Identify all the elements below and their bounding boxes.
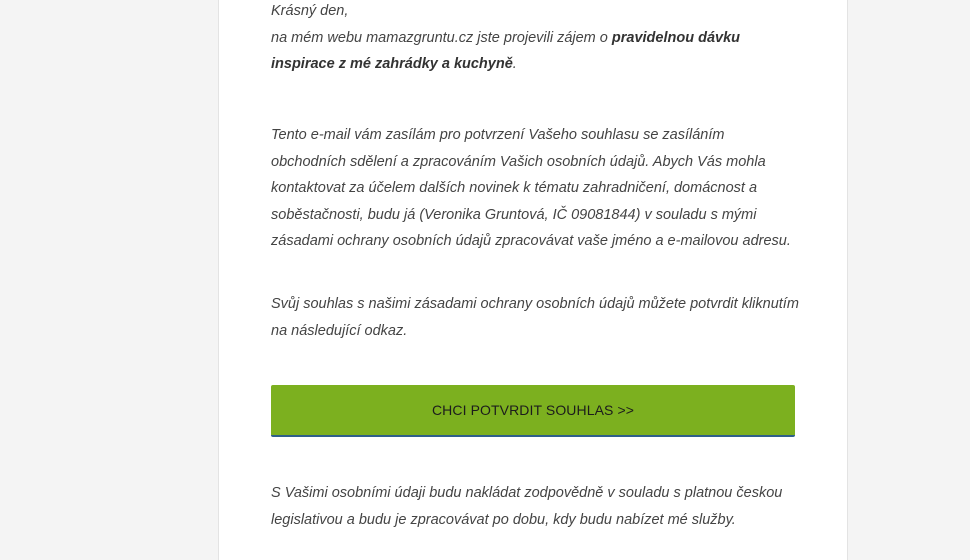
consent-paragraph: Tento e-mail vám zasílám pro potvrzení Vašeho souhlasu se zasíláním obchodních sdělení a zpracováním Vašich osobních údajů. Abych Vás mohla kontaktovat za účelem dalších novinek k tématu zahradničení, domácnost a soběstačnosti, budu já (Veronika Gruntová, IČ 09081844) v souladu s mými zásadami ochrany osobních údajů zpracovávat vaše jméno a e-mailovou adresu. bbox=[271, 127, 791, 249]
email-card bbox=[218, 0, 848, 560]
intro-bold-text: pravidelnou dávku inspirace z mé zahrádky a kuchyně bbox=[271, 29, 741, 72]
greeting-text: Krásný den, bbox=[271, 3, 349, 19]
intro-end: . bbox=[512, 56, 517, 72]
intro-paragraph bbox=[271, 25, 801, 78]
confirm-consent-button[interactable] bbox=[271, 385, 795, 437]
confirm-consent-button-label: CHCI POTVRDIT SOUHLAS >> bbox=[431, 402, 635, 418]
confirm-paragraph: Svůj souhlas s našimi zásadami ochrany osobních údajů můžete potvrdit kliknutím na následující odkaz. bbox=[271, 296, 799, 339]
closing-paragraph: S Vašimi osobními údaji budu nakládat zodpovědně v souladu s platnou českou legislativou a budu je zpracovávat po dobu, kdy budu nabízet mé služby. bbox=[271, 485, 783, 528]
intro-text: na mém webu mamazgruntu.cz jste projevili zájem o bbox=[271, 29, 612, 46]
greeting-block bbox=[271, 0, 801, 78]
